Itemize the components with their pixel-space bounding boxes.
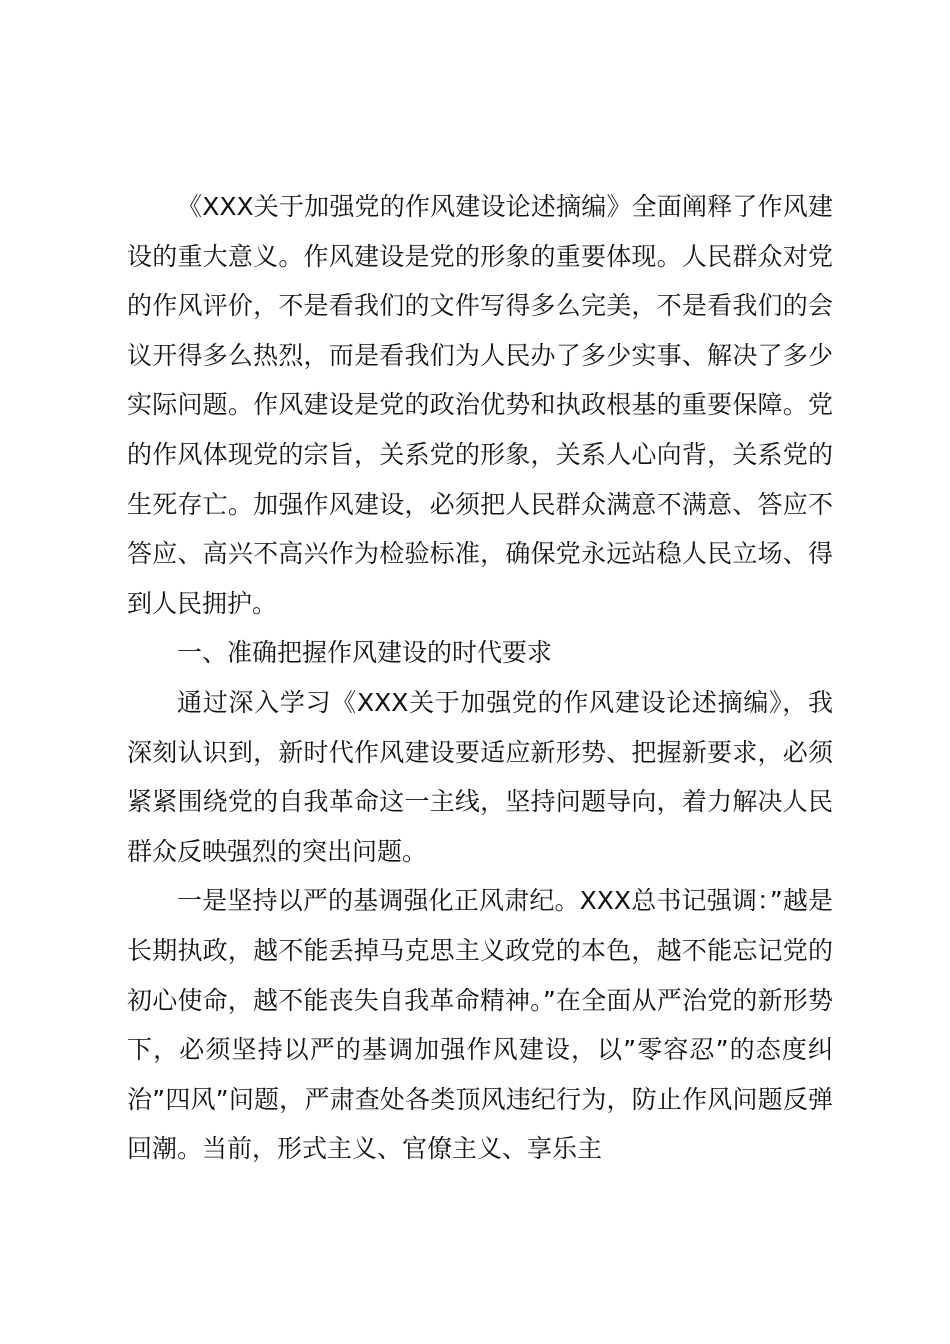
section-heading: 一、准确把握作风建设的时代要求 — [177, 638, 553, 668]
body-paragraph: 通过深入学习《XXX关于加强党的作风建设论述摘编》，我深刻认识到，新时代作风建设要适应新形势、把握新要求，必须紧紧围绕党的自我革命这一主线，坚持问题导向，着力解决人民群众反映强烈的突出问题。 — [127, 687, 833, 866]
document-body — [127, 182, 833, 1174]
body-paragraph: 一是坚持以严的基调强化正风肃纪。XXX总书记强调：”越是长期执政，越不能丢掉马克思主义政党的本色，越不能忘记党的初心使命，越不能丧失自我革命精神。”在全面从严治党的新形势下，必须坚持以严的基调加强作风建设，以”零容忍”的态度纠治”四风”问题，严肃查处各类顶风违纪行为，防止作风问题反弹回潮。当前，形式主义、官僚主义、享乐主 — [127, 886, 833, 1164]
intro-paragraph: 《XXX关于加强党的作风建设论述摘编》全面阐释了作风建设的重大意义。作风建设是党的形象的重要体现。人民群众对党的作风评价，不是看我们的文件写得多么完美，不是看我们的会议开得多么热烈，而是看我们为人民办了多少实事、解决了多少实际问题。作风建设是党的政治优势和执政根基的重要保障。党的作风体现党的宗旨，关系党的形象，关系人心向背，关系党的生死存亡。加强作风建设，必须把人民群众满意不满意、答应不答应、高兴不高兴作为检验标准，确保党永远站稳人民立场、得到人民拥护。 — [127, 192, 833, 618]
